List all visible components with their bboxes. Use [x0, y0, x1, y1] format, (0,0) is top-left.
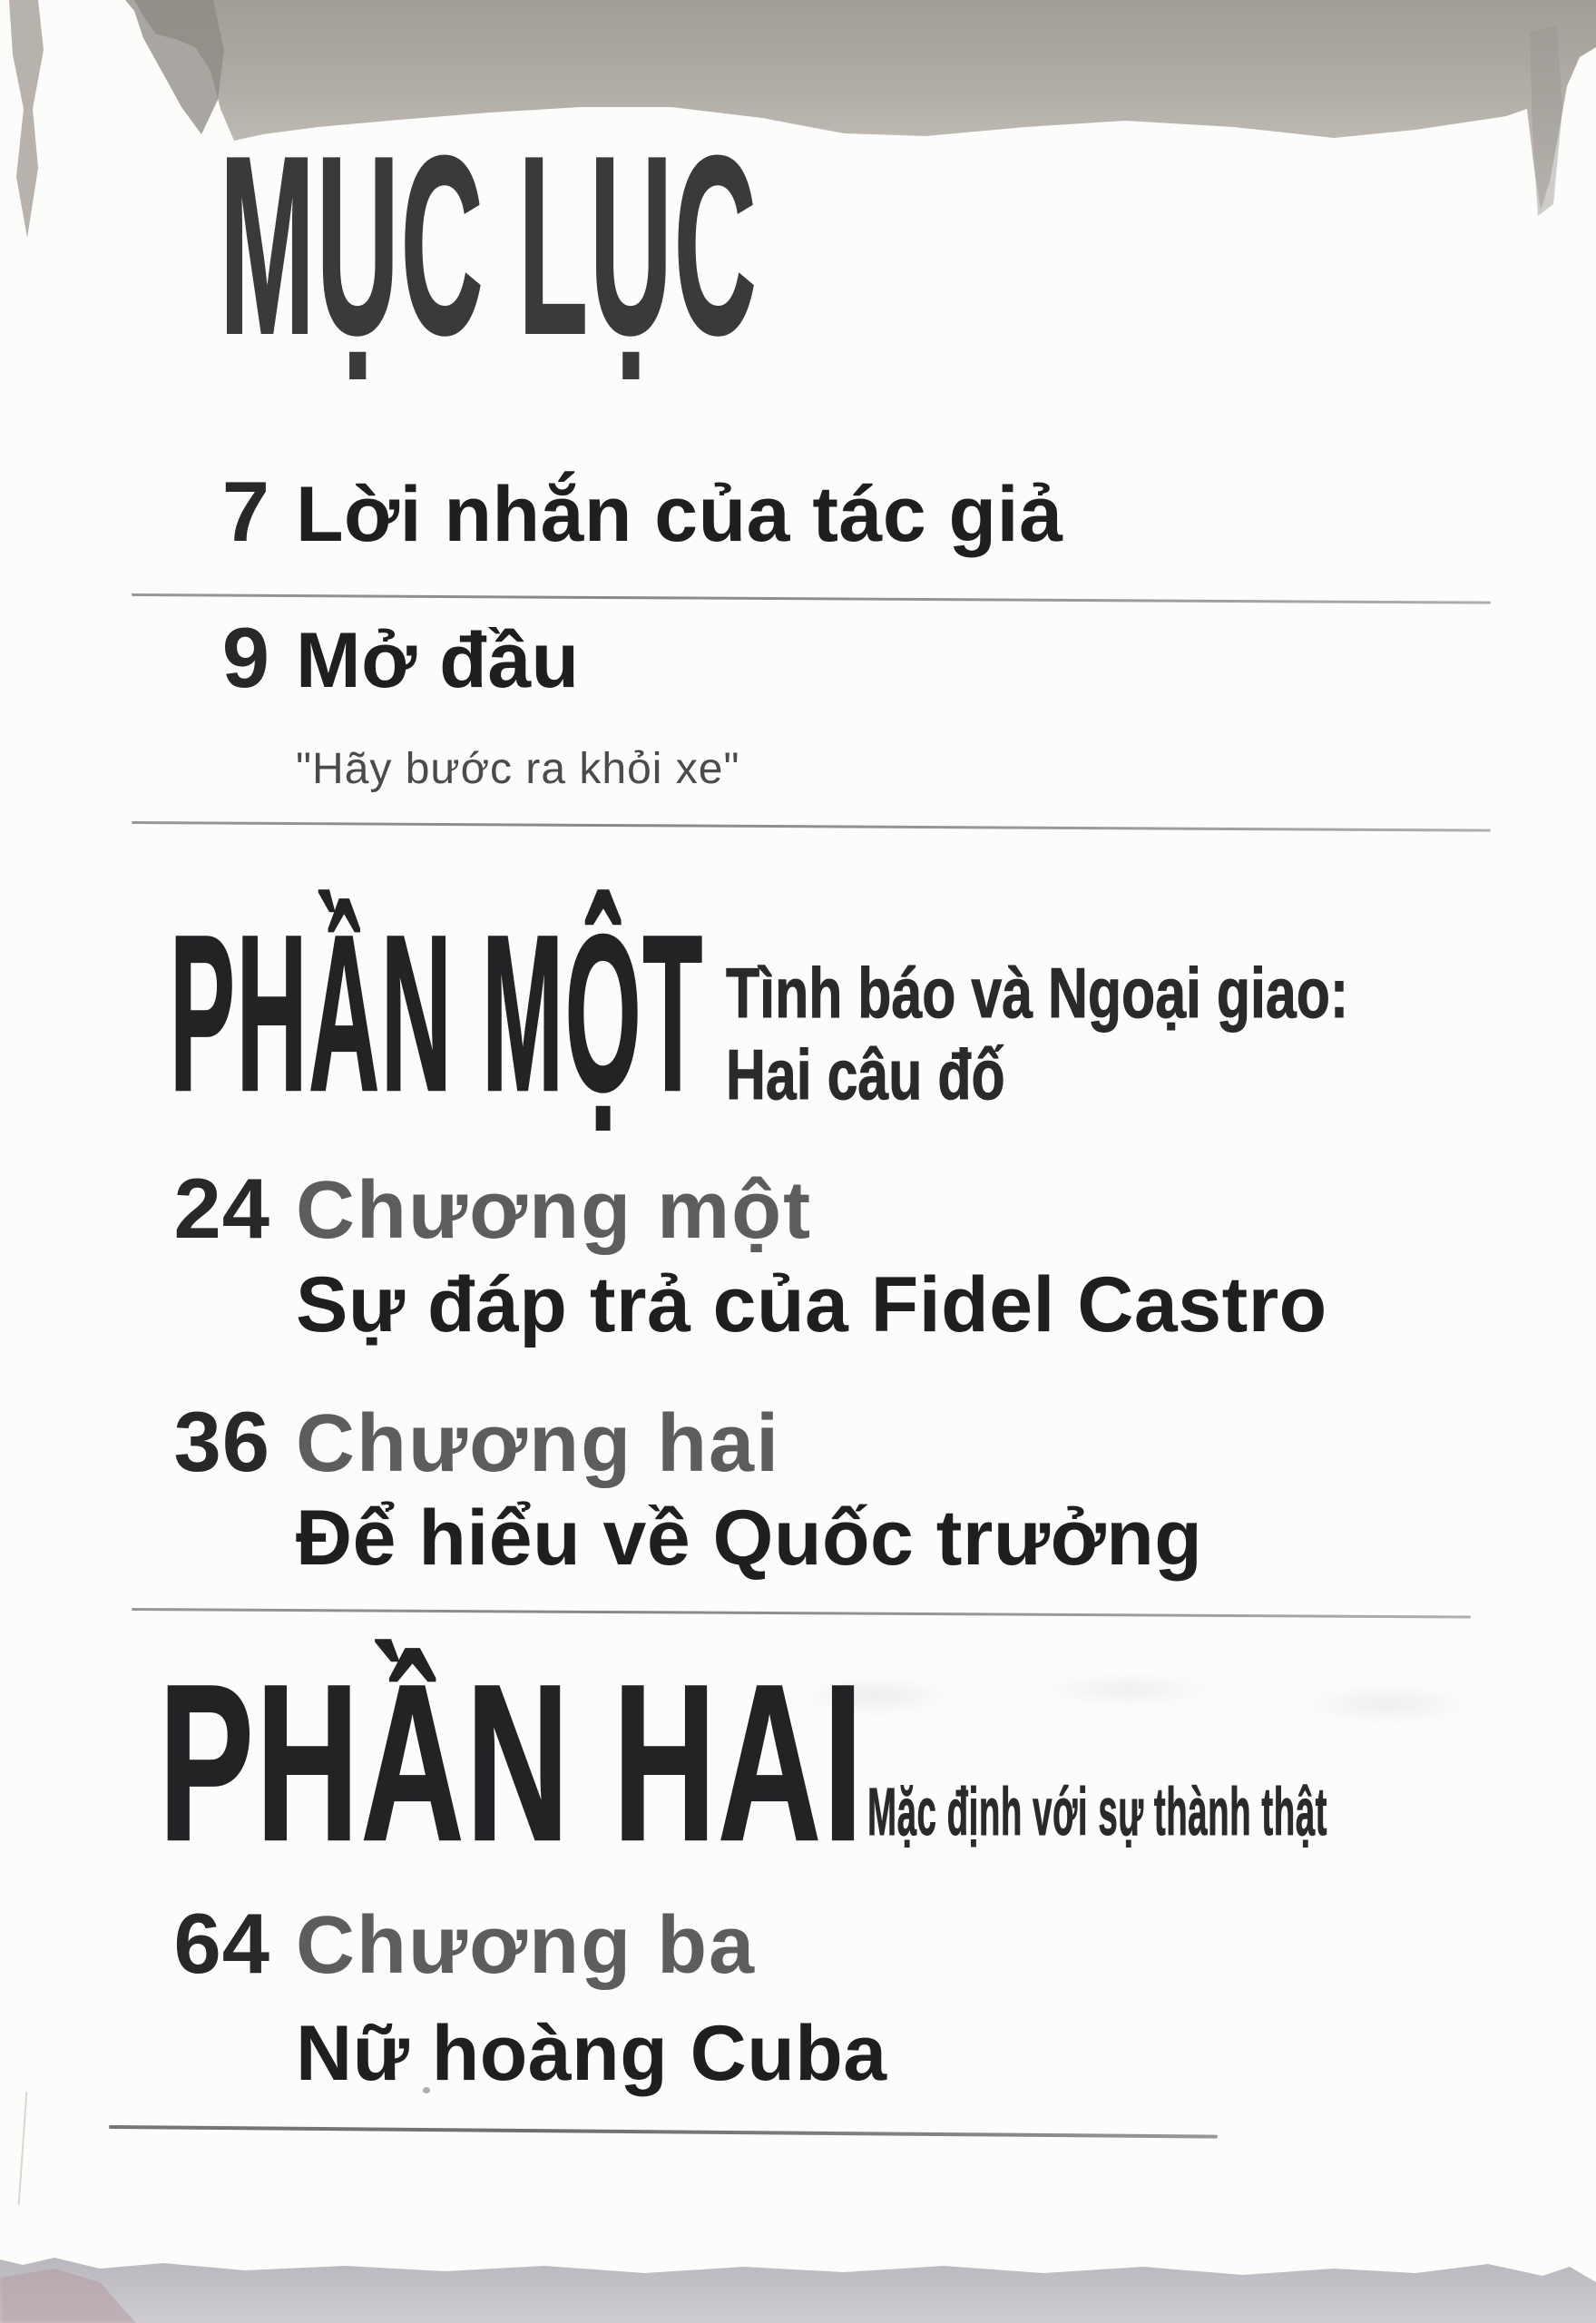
toc-entry-chapter-three [134, 1896, 757, 1991]
page-title: MỤC LỤC [220, 104, 759, 387]
section-heading-part-one: PHẦN MỘT [170, 888, 704, 1137]
section-subtitle-line1: Tình báo và Ngoại giao: [726, 953, 1349, 1033]
scan-artifact-crease [18, 2092, 28, 2205]
toc-entry-chapter-one [134, 1161, 813, 1256]
chapter-title: Sự đáp trả của Fidel Castro [296, 1261, 1327, 1348]
section-subtitle-part-two: Mặc định với sự thành thật [867, 1774, 1328, 1849]
scan-artifact-bottom-band [0, 2241, 1596, 2323]
chapter-label: Chương hai [296, 1398, 781, 1489]
chapter-title: Nữ hoàng Cuba [296, 2010, 887, 2097]
page-number: 36 [173, 1394, 270, 1489]
entry-title: Mở đầu [296, 617, 580, 704]
chapter-title: Để hiểu về Quốc trưởng [296, 1495, 1203, 1582]
scan-artifact-showthrough-smudge [762, 1657, 1524, 1743]
divider-rule [132, 821, 1491, 832]
scan-artifact-paper-sliver [0, 0, 54, 245]
divider-rule [132, 1608, 1471, 1619]
toc-entry-author-note [134, 464, 1063, 559]
page-number: 9 [221, 610, 270, 705]
section-subtitle-part-one [726, 952, 1348, 1115]
page-number: 64 [173, 1896, 270, 1991]
toc-entry-chapter-two [134, 1394, 781, 1489]
entry-subtitle-quote: "Hãy bước ra khỏi xe" [296, 745, 740, 793]
section-heading-part-two: PHẦN HAI [159, 1638, 866, 1887]
chapter-label: Chương ba [296, 1900, 757, 1991]
page-number: 24 [173, 1161, 270, 1256]
chapter-label: Chương một [296, 1165, 813, 1256]
page-number: 7 [221, 464, 270, 559]
section-subtitle-line2: Hai câu đố [726, 1034, 1005, 1114]
entry-title: Lời nhắn của tác giả [296, 471, 1063, 558]
toc-entry-opening [134, 610, 580, 705]
divider-rule-bottom [109, 2125, 1218, 2139]
divider-rule [132, 593, 1491, 604]
